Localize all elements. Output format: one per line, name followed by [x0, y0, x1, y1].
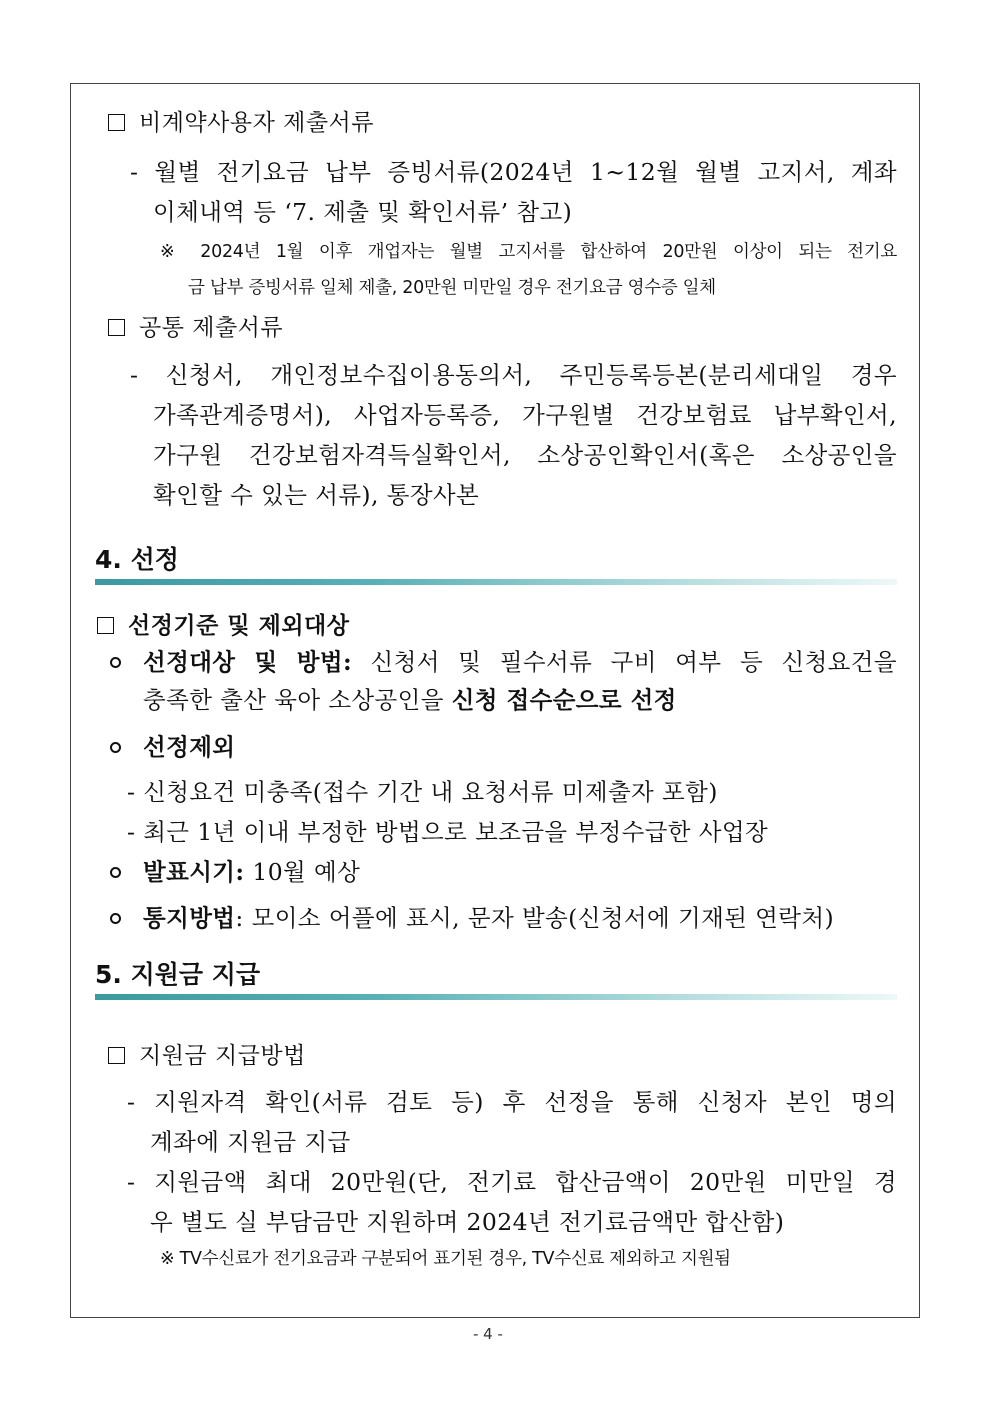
exclusion-heading: 선정제외: [110, 728, 235, 762]
common-line4: 확인할 수 있는 서류), 통장사본: [153, 481, 480, 509]
checkbox-square-icon: [108, 114, 125, 131]
common-line1: - 신청서, 개인정보수집이용동의서, 주민등록등본(분리세대일 경우: [130, 361, 897, 389]
method-item1-line1: - 지원자격 확인(서류 검토 등) 후 선정을 통해 신청자 본인 명의: [127, 1088, 897, 1116]
exclusion-item-2: - 최근 1년 이내 부정한 방법으로 보조금을 부정수급한 사업장: [127, 818, 769, 846]
checkbox-square-icon: [97, 617, 114, 634]
noncontract-heading: 비계약사용자 제출서류: [108, 104, 374, 137]
noncontract-item-line1: - 월별 전기요금 납부 증빙서류(2024년 1~12월 월별 고지서, 계좌: [130, 158, 897, 186]
circle-bullet-icon: [110, 867, 121, 878]
checkbox-square-icon: [108, 1047, 125, 1064]
noncontract-note-line2: 금 납부 증빙서류 일체 제출, 20만원 미만일 경우 전기요금 영수증 일체: [188, 278, 716, 298]
criteria-heading: 선정기준 및 제외대상: [97, 607, 349, 640]
page-number: - 4 -: [473, 1325, 503, 1343]
target-line2: 충족한 출산 육아 소상공인을 신청 접수순으로 선정: [143, 686, 677, 714]
noncontract-note-line1: ※ 2024년 1월 이후 개업자는 월별 고지서를 합산하여 20만원 이상이 되는 전기요: [160, 242, 897, 262]
method-item2-line2: 우 별도 실 부담금만 지원하며 2024년 전기료금액만 합산함): [150, 1208, 785, 1236]
notify-line: 통지방법: 모이소 어플에 표시, 문자 발송(신청서에 기재된 연락처): [110, 899, 834, 933]
circle-bullet-icon: [110, 913, 121, 924]
common-heading: 공통 제출서류: [108, 309, 283, 342]
method-item2-line1: - 지원금액 최대 20만원(단, 전기료 합산금액이 20만원 미만일 경: [127, 1168, 897, 1196]
common-line2: 가족관계증명서), 사업자등록증, 가구원별 건강보험료 납부확인서,: [153, 401, 897, 429]
method-note: ※ TV수신료가 전기요금과 구분되어 표기된 경우, TV수신료 제외하고 지원됨: [160, 1249, 731, 1269]
method-item1-line2: 계좌에 지원금 지급: [150, 1128, 351, 1156]
target-line1: 선정대상 및 방법: 신청서 및 필수서류 구비 여부 등 신청요건을: [110, 643, 897, 677]
section5-title: 5. 지원금 지급: [95, 960, 261, 989]
checkbox-square-icon: [108, 319, 125, 336]
exclusion-item-1: - 신청요건 미충족(접수 기간 내 요청서류 미제출자 포함): [127, 778, 718, 806]
section4-title: 4. 선정: [95, 545, 179, 574]
section5-underline: [95, 994, 897, 1000]
section4-underline: [95, 579, 897, 585]
method-heading: 지원금 지급방법: [108, 1037, 306, 1070]
announce-line: 발표시기: 10월 예상: [110, 853, 360, 887]
noncontract-item-line2: 이체내역 등 ‘7. 제출 및 확인서류’ 참고): [153, 198, 573, 226]
common-line3: 가구원 건강보험자격득실확인서, 소상공인확인서(혹은 소상공인을: [153, 441, 897, 469]
circle-bullet-icon: [110, 742, 121, 753]
circle-bullet-icon: [110, 657, 121, 668]
